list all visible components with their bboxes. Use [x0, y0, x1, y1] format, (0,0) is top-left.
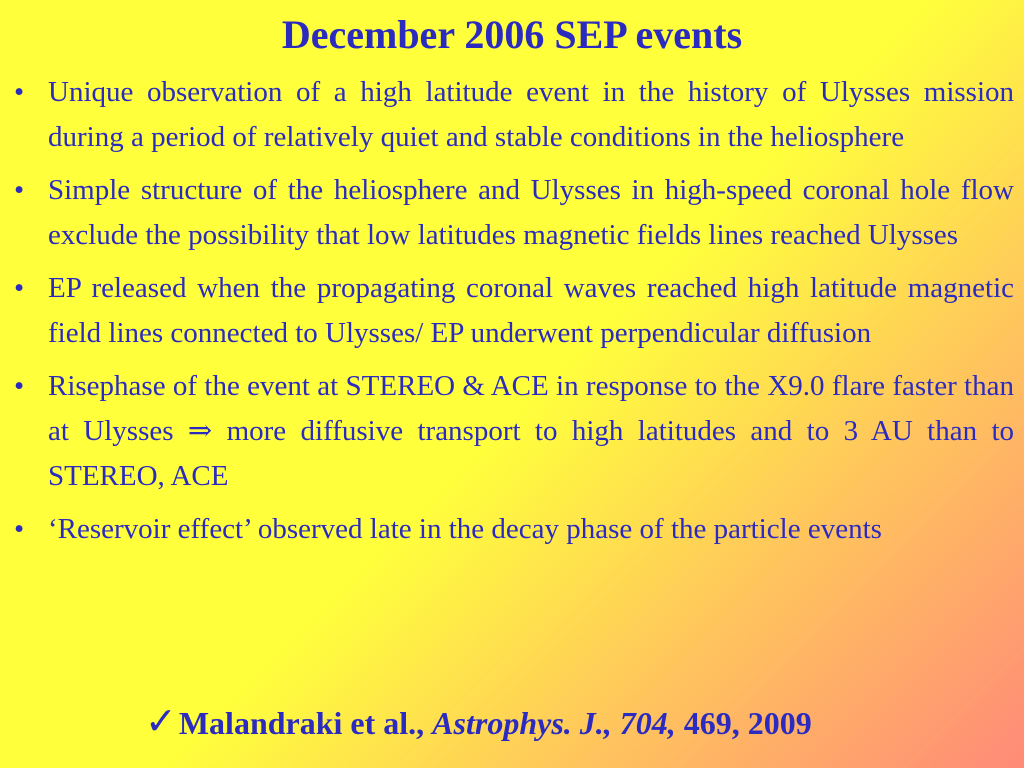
bullet-text: Simple structure of the heliosphere and Ulysses in high-speed coronal hole flow exclude the possibility that low latitudes magnetic fields lines reached Ulysses — [48, 174, 1014, 251]
bullet-marker: • — [14, 174, 25, 206]
bullet-text: EP released when the propagating coronal waves reached high latitude magnetic field lines connected to Ulysses/ EP underwent perpendicular diffusion — [48, 272, 1014, 349]
bullet-text: Unique observation of a high latitude event in the history of Ulysses mission during a period of relatively quiet and stable conditions in the heliosphere — [48, 76, 1014, 153]
bullet-item — [8, 266, 1014, 356]
check-icon: ✓ — [145, 701, 177, 743]
bullet-item — [8, 70, 1014, 160]
bullet-marker: • — [14, 513, 25, 545]
bullet-item — [8, 168, 1014, 258]
slide-title: December 2006 SEP events — [281, 12, 743, 57]
bullet-text: Risephase of the event at STEREO & ACE in response to the X9.0 flare faster than at Ulysses ⇒ more diffusive transport to high latitudes and to 3 AU than to STEREO, ACE — [48, 370, 1014, 492]
bullet-marker: • — [14, 272, 25, 304]
bullet-item — [8, 507, 1014, 552]
bullet-marker: • — [14, 76, 25, 108]
citation-authors: Malandraki et al., — [178, 705, 425, 741]
citation — [145, 702, 812, 743]
bullet-text: ‘Reservoir effect’ observed late in the decay phase of the particle events — [48, 513, 882, 545]
citation-journal: Astrophys. J., 704, — [432, 705, 676, 741]
bullet-marker: • — [14, 370, 25, 402]
citation-pages-year: 469, 2009 — [683, 705, 812, 741]
bullet-list — [8, 70, 1014, 560]
bullet-item — [8, 364, 1014, 499]
